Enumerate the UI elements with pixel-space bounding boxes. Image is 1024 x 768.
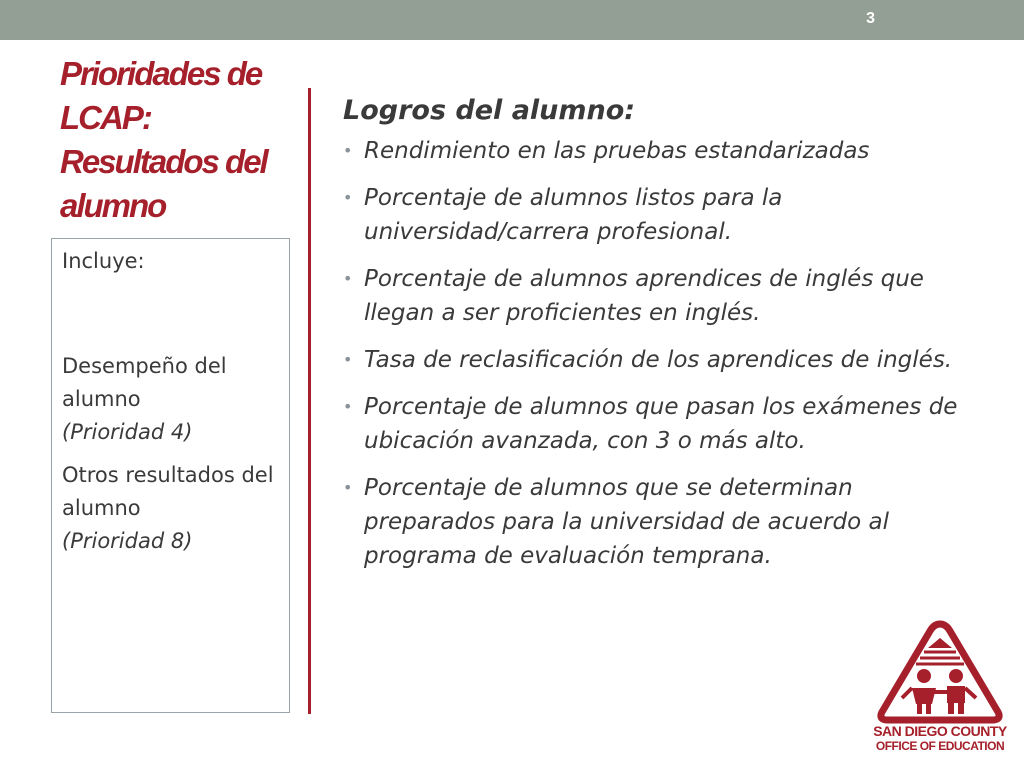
divider-line [308, 88, 311, 714]
content-heading: Logros del alumno: [343, 95, 636, 126]
list-item: • Porcentaje de alumnos que pasan los exámenes de ubicación avanzada, con 3 o más alto. [343, 390, 973, 458]
slide-number: 3 [866, 10, 875, 27]
list-item: • Porcentaje de alumnos que se determinan preparados para la universidad de acuerdo al programa de evaluación temprana. [343, 471, 973, 573]
priority-4-label: Desempeño del alumno [62, 354, 227, 411]
list-item: • Rendimiento en las pruebas estandarizadas [343, 134, 973, 168]
top-bar [0, 0, 1024, 40]
priority-8-label: Otros resultados del alumno [62, 463, 274, 520]
priority-4-tag: (Prioridad 4) [62, 420, 193, 444]
priority-8-tag: (Prioridad 8) [62, 529, 193, 553]
title-line: Resultados del [60, 143, 267, 180]
priorities-box [51, 238, 290, 713]
list-item: • Tasa de reclasificación de los aprendices de inglés. [343, 343, 973, 377]
list-item: • Porcentaje de alumnos listos para la universidad/carrera profesional. [343, 181, 973, 249]
list-item: • Porcentaje de alumnos aprendices de inglés que llegan a ser proficientes en inglés. [343, 262, 973, 330]
title-line: LCAP: [60, 99, 151, 136]
title-line: Prioridades de [60, 55, 262, 92]
includes-label: Incluye: [62, 249, 145, 273]
slide-title [60, 52, 310, 228]
logo-text-line2: OFFICE OF EDUCATION [875, 739, 1005, 753]
logo-text-line1: SAN DIEGO COUNTY [873, 723, 1007, 739]
sdcoe-logo [868, 616, 1012, 768]
outcomes-list [343, 134, 973, 573]
children-emblem-icon [868, 616, 1012, 726]
main-content [343, 92, 973, 586]
title-line: alumno [60, 187, 166, 224]
